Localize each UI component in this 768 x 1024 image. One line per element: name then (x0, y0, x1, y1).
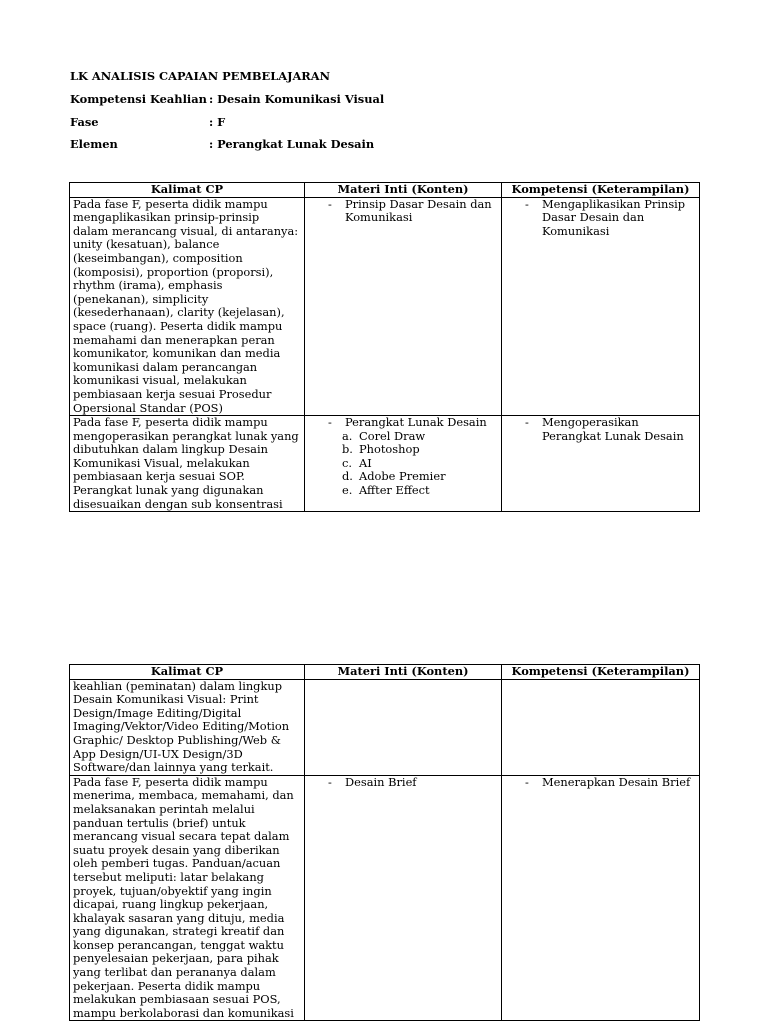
kompetensi-cell (502, 679, 700, 775)
table-header-row (70, 183, 700, 198)
field-fase (70, 116, 225, 130)
cp-analysis-table-1 (69, 182, 700, 512)
materi-item: - Prinsip Dasar Desain dan Komunikasi (308, 198, 498, 225)
materi-item: - Desain Brief (308, 776, 498, 790)
document-title: LK ANALISIS CAPAIAN PEMBELAJARAN (70, 69, 331, 83)
software-list (308, 430, 498, 498)
column-header-kompetensi: Kompetensi (Keterampilan) (502, 183, 700, 198)
column-header-kalimat-cp: Kalimat CP (70, 665, 305, 680)
materi-item: - Perangkat Lunak Desain (308, 416, 498, 430)
materi-inti-cell (305, 775, 502, 1021)
list-item: c. AI (342, 455, 372, 470)
column-header-kompetensi: Kompetensi (Keterampilan) (502, 665, 700, 680)
kompetensi-item: - Mengoperasikan Perangkat Lunak Desain (505, 416, 696, 443)
field-elemen (70, 138, 374, 152)
table-header-row (70, 665, 700, 680)
column-header-kalimat-cp: Kalimat CP (70, 183, 305, 198)
table-row (70, 416, 700, 512)
field-label: Kompetensi Keahlian (70, 92, 207, 106)
kalimat-cp-cell: keahlian (peminatan) dalam lingkup Desain Komunikasi Visual: Print Design/Image Editing/Digital Imaging/Vektor/Video Editing/Motion Graphic/ Desktop Publishing/Web & App Design/UI-UX Design/3D Software/dan lainnya yang terkait. (70, 679, 305, 775)
list-item: d. Adobe Premier (342, 469, 446, 484)
field-value: : Perangkat Lunak Desain (209, 137, 375, 151)
kalimat-cp-cell: Pada fase F, peserta didik mampu mengoperasikan perangkat lunak yang dibutuhkan dalam lingkup Desain Komunikasi Visual, melakukan pembiasaan kerja sesuai SOP. Perangkat lunak yang digunakan disesuaikan dengan sub konsentrasi (70, 416, 305, 512)
table-row (70, 679, 700, 775)
kompetensi-cell (502, 775, 700, 1021)
kalimat-cp-cell: Pada fase F, peserta didik mampu menerima, membaca, memahami, dan melaksanakan perintah melalui panduan tertulis (brief) untuk merancang visual secara tepat dalam suatu proyek desain yang diberikan oleh pemberi tugas. Panduan/acuan tersebut meliputi: latar belakang proyek, tujuan/obyektif yang ingin dicapai, ruang lingkup pekerjaan, khalayak sasaran yang dituju, media yang digunakan, strategi kreatif dan konsep perancangan, tenggat waktu penyelesaian pekerjaan, para pihak yang terlibat dan perananya dalam pekerjaan. Peserta didik mampu melakukan pembiasaan sesuai POS, mampu berkolaborasi dan komunikasi (70, 775, 305, 1021)
list-item: b. Photoshop (342, 442, 420, 457)
cp-analysis-table-2 (69, 664, 700, 1021)
kompetensi-cell (502, 197, 700, 416)
materi-inti-cell (305, 679, 502, 775)
column-header-materi-inti: Materi Inti (Konten) (305, 183, 502, 198)
field-label: Fase (70, 115, 99, 129)
column-header-materi-inti: Materi Inti (Konten) (305, 665, 502, 680)
field-value: : Desain Komunikasi Visual (209, 92, 385, 106)
list-item: e. Affter Effect (342, 483, 430, 498)
kompetensi-item: - Menerapkan Desain Brief (505, 776, 696, 790)
table-row (70, 775, 700, 1021)
materi-inti-cell (305, 416, 502, 512)
field-value: : F (209, 115, 226, 129)
materi-inti-cell (305, 197, 502, 416)
table-row (70, 197, 700, 416)
kalimat-cp-cell: Pada fase F, peserta didik mampu mengaplikasikan prinsip-prinsip dalam merancang visual, di antaranya: unity (kesatuan), balance (keseimbangan), composition (komposisi), proportion (proporsi), rhythm (irama), emphasis (penekanan), simplicity (kesederhanaan), clarity (kejelasan), space (ruang). Peserta didik mampu memahami dan menerapkan peran komunikator, komunikan dan media komunikasi dalam perancangan komunikasi visual, melakukan pembiasaan kerja sesuai Prosedur Opersional Standar (POS) (70, 197, 305, 416)
kompetensi-item: - Mengaplikasikan Prinsip Dasar Desain dan Komunikasi (505, 198, 696, 239)
kompetensi-cell (502, 416, 700, 512)
list-item: a. Corel Draw (342, 428, 426, 443)
field-kompetensi-keahlian (70, 93, 384, 107)
field-label: Elemen (70, 137, 118, 151)
